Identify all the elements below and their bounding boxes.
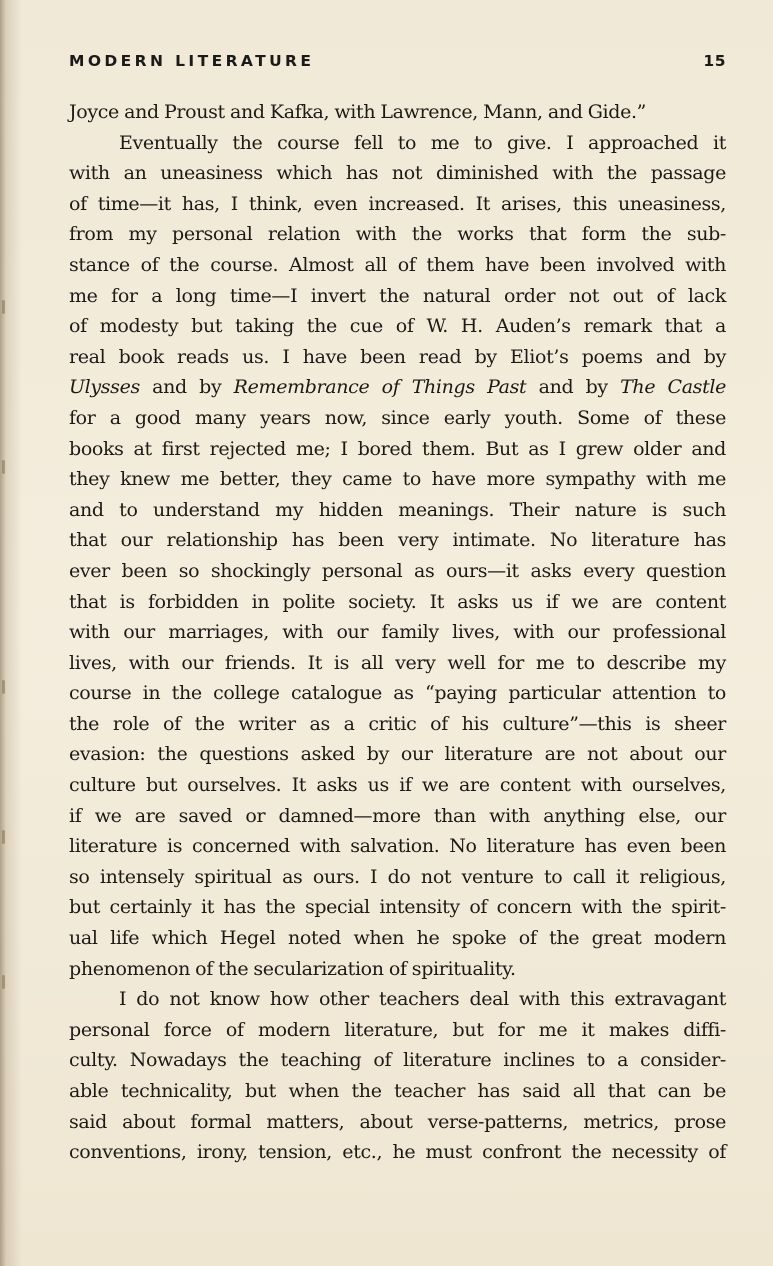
text-line: from my personal relation with the works that form the sub- (69, 223, 726, 246)
binding-mark (2, 300, 5, 314)
text-line: phenomenon of the secularization of spirituality. (69, 957, 516, 980)
text-line: able technicality, but when the teacher has said all that can be (69, 1080, 726, 1102)
text-line: ual life which Hegel noted when he spoke of the great modern (69, 927, 726, 950)
text-line: Eventually the course fell to me to give. I approached it (119, 131, 726, 154)
text-line: real book reads us. I have been read by Eliot’s poems and by (69, 345, 726, 368)
book-title: Remembrance of Things Past (233, 376, 527, 399)
text-fragment: and by (139, 376, 234, 399)
text-line: ever been so shockingly personal as ours—it asks every question (69, 559, 726, 582)
text-line: but certainly it has the special intensity of concern with the spirit- (69, 896, 726, 919)
text-line: me for a long time—I invert the natural order not out of lack (69, 284, 726, 307)
running-head: MODERN LITERATURE (69, 52, 315, 70)
book-title: Ulysses (69, 376, 140, 399)
text-line: of time—it has, I think, even increased. It arises, this uneasiness, (69, 192, 726, 215)
binding-mark (2, 680, 5, 694)
text-line: that is forbidden in polite society. It asks us if we are content (69, 590, 726, 613)
text-line: with our marriages, with our family lives, with our professional (69, 621, 726, 644)
text-line: literature is concerned with salvation. No literature has even been (69, 835, 726, 858)
text-line: if we are saved or damned—more than with anything else, our (69, 804, 726, 827)
book-title: The Castle (620, 376, 726, 399)
text-line: the role of the writer as a critic of his culture”—this is sheer (69, 712, 726, 735)
text-line: course in the college catalogue as “paying particular attention to (69, 682, 726, 705)
binding-mark (2, 830, 5, 844)
text-line: said about formal matters, about verse-patterns, metrics, prose (69, 1110, 726, 1133)
body-text (69, 97, 726, 1168)
text-line: of modesty but taking the cue of W. H. Auden’s remark that a (69, 315, 726, 338)
page-number: 15 (703, 52, 726, 70)
text-line: with an uneasiness which has not diminished with the passage (69, 162, 726, 185)
text-line: conventions, irony, tension, etc., he must confront the necessity of (69, 1141, 726, 1164)
text-line: Joyce and Proust and Kafka, with Lawrence, Mann, and Gide.” (69, 101, 647, 123)
text-line: culture but ourselves. It asks us if we are content with ourselves, (69, 774, 726, 797)
text-line: that our relationship has been very intimate. No literature has (69, 529, 726, 552)
page-header (69, 52, 726, 76)
text-line: personal force of modern literature, but for me it makes diffi- (69, 1018, 726, 1041)
text-line: they knew me better, they came to have more sympathy with me (69, 468, 726, 491)
text-line: and to understand my hidden meanings. Their nature is such (69, 498, 726, 521)
text-line: so intensely spiritual as ours. I do not venture to call it religious, (69, 865, 726, 888)
text-line: lives, with our friends. It is all very well for me to describe my (69, 651, 726, 674)
text-line: books at first rejected me; I bored them. But as I grew older and (69, 437, 726, 460)
binding-mark (2, 460, 5, 474)
text-line (69, 372, 726, 403)
text-line: culty. Nowadays the teaching of literature inclines to a consider- (69, 1049, 726, 1072)
text-line: stance of the course. Almost all of them have been involved with (69, 253, 726, 276)
binding-mark (2, 975, 5, 989)
text-line: I do not know how other teachers deal with this extravagant (119, 988, 726, 1011)
text-line: evasion: the questions asked by our literature are not about our (69, 743, 726, 766)
text-line: for a good many years now, since early youth. Some of these (69, 406, 726, 429)
text-fragment: and by (526, 376, 621, 399)
